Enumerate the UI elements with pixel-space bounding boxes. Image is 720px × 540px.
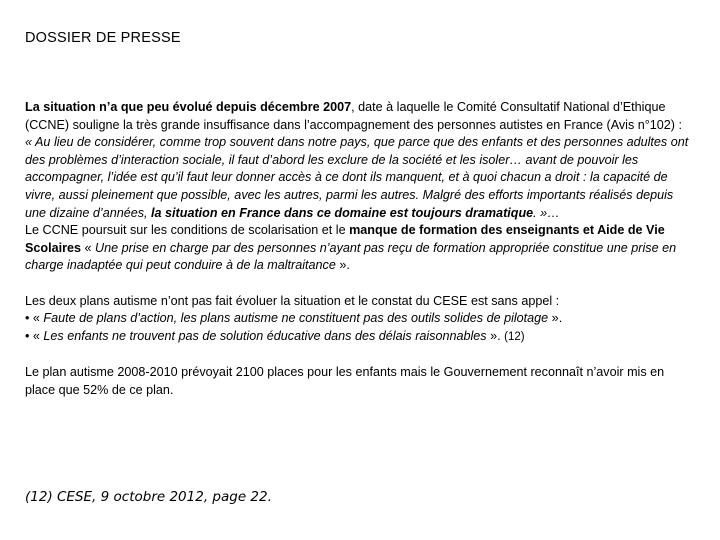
quote-text: Une prise en charge par des personnes n’ayant pas reçu de formation appropriée constitue une prise en charge inadaptée qui peut conduire à de la maltraitance (25, 240, 677, 273)
quote-open: « (81, 240, 96, 255)
footnote-ref: (12) (504, 330, 525, 343)
bold-formation: manque de formation des enseignants et Aide de Vie Scolaires (25, 223, 665, 255)
bullet-marker: • « (25, 328, 44, 343)
quote-bold: la situation en France dans ce domaine est toujours dramatique (151, 205, 534, 220)
bullet-text: Faute de plans d’action, les plans autisme ne constituent pas des outils solides de pilotage (43, 311, 549, 326)
paragraph-ccne-avis (25, 99, 697, 222)
quote-end: . »… (533, 205, 560, 220)
page-title: DOSSIER DE PRESSE (25, 30, 181, 46)
quote-text: « Au lieu de considérer, comme trop souvent dans notre pays, que parce que des enfants et des personnes adultes ont des problèmes d’interaction sociale, il faut d’abord les exclure de la société et les isoler… avant de pouvoir les accompagner, l’idée est qu’il faut leur donner accès à ce dont ils manquent, et à quoi chacun a droit : la capacité de vivre, aussi pleinement que possible, avec les autres, parmi les autres. Malgré des efforts importants réalisés depuis une dizaine d’années, (25, 135, 689, 220)
footnote: (12) CESE, 9 octobre 2012, page 22. (25, 489, 272, 505)
paragraph-plans (25, 293, 697, 347)
bullet-close: ». (548, 311, 563, 326)
paragraph-text: , date à laquelle le Comité Consultatif National d’Ethique (CCNE) souligne la très grande insuffisance dans l’accompagnement des personnes autistes en France (Avis n°102) : (25, 100, 682, 132)
paragraph-plan-2008: Le plan autisme 2008-2010 prévoyait 2100 places pour les enfants mais le Gouvernement reconnaît n’avoir mis en place que 52% de ce plan. (25, 364, 665, 397)
paragraph-formation (25, 222, 697, 275)
bullet-close: ». (486, 328, 505, 343)
paragraph-text: Les deux plans autisme n’ont pas fait évoluer la situation et le constat du CESE est sans appel : (25, 293, 560, 308)
quote-close: ». (335, 258, 350, 273)
bullet-text: Les enfants ne trouvent pas de solution éducative dans des délais raisonnables (43, 328, 487, 343)
document-body (25, 99, 697, 399)
bold-lead: La situation n’a que peu évolué depuis décembre 2007 (25, 100, 352, 114)
bullet-marker: • « (25, 311, 44, 326)
paragraph-text: Le CCNE poursuit sur les conditions de scolarisation et le (25, 223, 350, 238)
